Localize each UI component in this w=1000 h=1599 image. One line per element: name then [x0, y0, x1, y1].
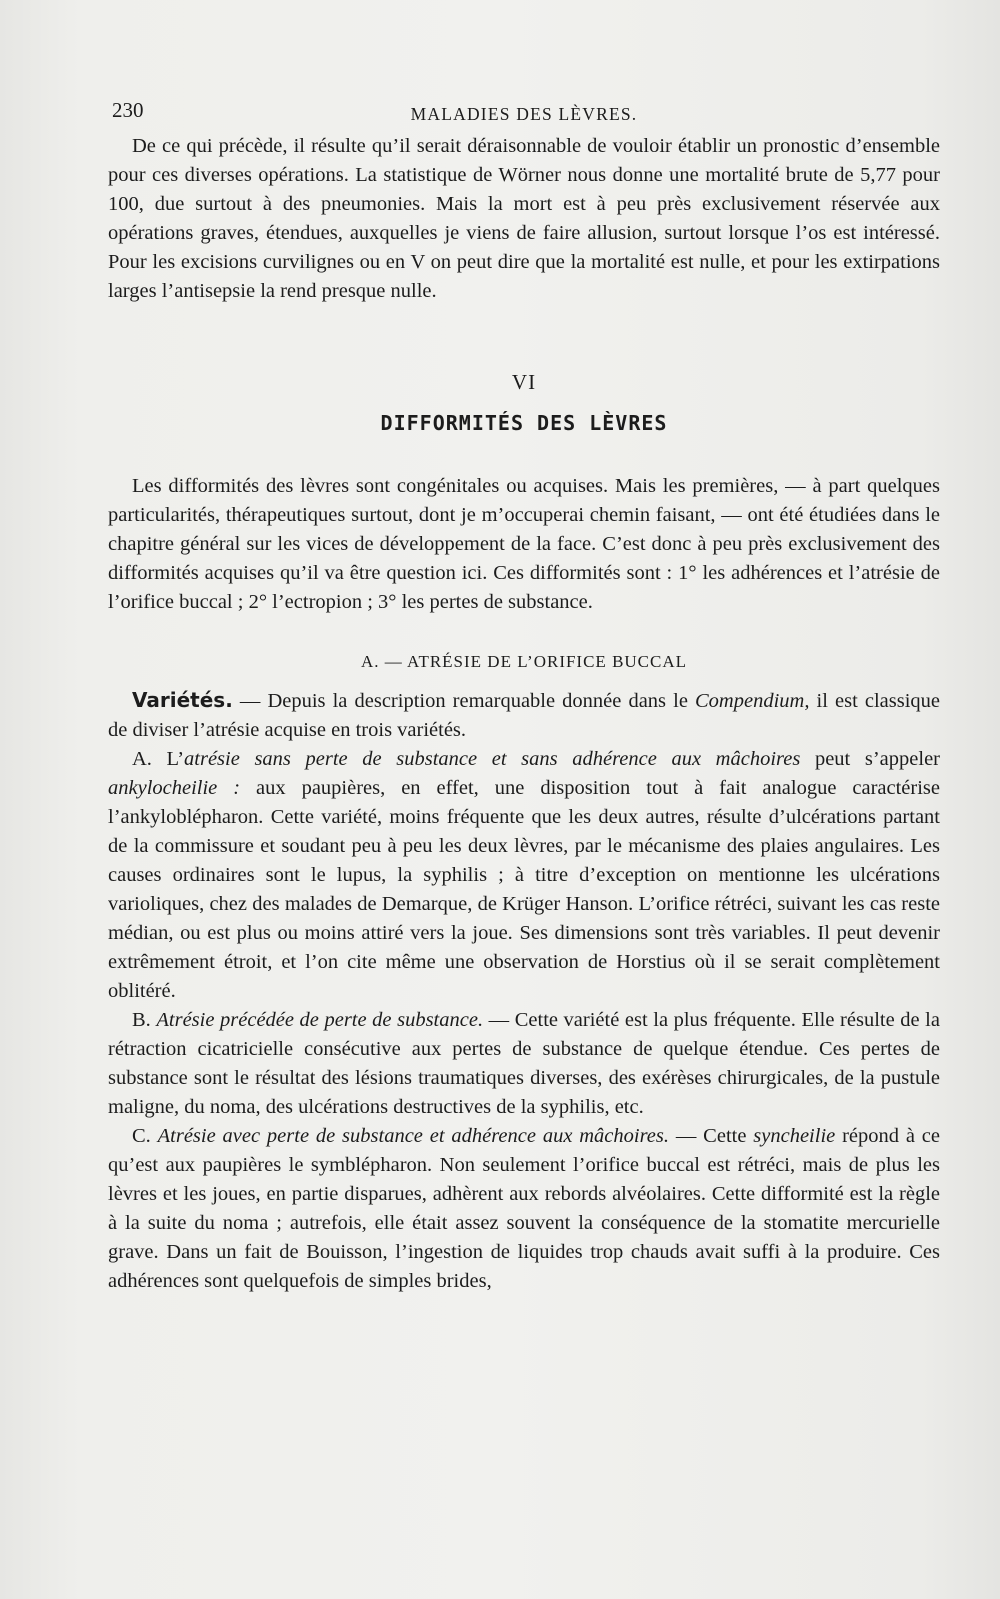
variete-a-italic-2: ankylocheilie :: [108, 777, 241, 799]
page-number: 230: [112, 98, 144, 122]
varietes-heading: Variétés.: [132, 688, 233, 712]
paragraph-variete-a: [108, 745, 940, 1006]
section-title: DIFFORMITÉS DES LÈVRES: [380, 411, 668, 435]
variete-c-letter: C.: [132, 1125, 158, 1147]
paragraph-varietes: [108, 686, 940, 745]
variete-a-text-2: aux paupières, en effet, une disposition tout à fait analogue caractérise l’ankyloblépharon. Cette variété, moins fréquente que les deux autres, résulte d’ulcérations partant de la commissure et soudant peu à peu les deux lèvres, par le mécanisme des plaies angulaires. Les causes ordinaires sont le lupus, la syphilis ; à titre d’exception on mentionne les ulcérations varioliques, chez des malades de Demarque, de Krüger Hanson. L’orifice rétréci, suivant les cas reste médian, ou est plus ou moins attiré vers la joue. Ses dimensions sont très variables. Il peut devenir extrêmement étroit, et l’on cite même une observation de Horstius où il se serait complètement oblitéré.: [108, 777, 940, 1002]
paragraph-variete-c: [108, 1122, 940, 1296]
variete-b-italic: Atrésie précédée de perte de substance.: [156, 1009, 484, 1031]
variete-c-text-2: répond à ce qu’est aux paupières le symblépharon. Non seulement l’orifice buccal est rétréci, mais de plus les lèvres et les joues, en partie disparues, adhèrent aux rebords alvéolaires. Cette difformité est la règle à la suite du noma ; autrefois, elle était assez souvent la conséquence de la stomatite mercurielle grave. Dans un fait de Bouisson, l’ingestion de liquides trop chauds avait suffi à la produire. Ces adhérences sont quelquefois de simples brides,: [108, 1125, 940, 1292]
page-header: [108, 96, 940, 128]
variete-c-italic-2: syncheilie: [753, 1125, 836, 1147]
paragraph-intro: Les difformités des lèvres sont congénitales ou acquises. Mais les premières, — à part quelques particularités, thérapeutiques surtout, dont je m’occuperai chemin faisant, — ont été étudiées dans le chapitre général sur les vices de développement de la face. C’est donc à peu près exclusivement des difformités acquises qu’il va être question ici. Ces difformités sont : 1° les adhérences et l’atrésie de l’orifice buccal ; 2° l’ectropion ; 3° les pertes de substance.: [108, 475, 940, 613]
variete-a-letter: A. L’: [132, 748, 185, 770]
running-title: MALADIES DES LÈVRES.: [410, 104, 638, 124]
section-number: VI: [511, 370, 537, 394]
variete-c-italic-1: Atrésie avec perte de substance et adhérence aux mâchoires.: [157, 1125, 670, 1147]
page-text: [108, 96, 940, 1296]
varietes-text-after: il est classique de diviser l’atrésie acquise en trois variétés.: [108, 690, 941, 741]
varietes-text-before: — Depuis la description remarquable donnée dans le: [232, 690, 695, 712]
variete-a-text-1: peut s’appeler: [800, 748, 940, 770]
variete-c-text-1: — Cette: [669, 1125, 754, 1147]
paragraph-pronostic: De ce qui précède, il résulte qu’il serait déraisonnable de vouloir établir un pronostic d’ensemble pour ces diverses opérations. La statistique de Wörner nous donne une mortalité brute de 5,77 pour 100, due surtout à des pneumonies. Mais la mort est à peu près exclusivement réservée aux opérations graves, étendues, auxquelles je viens de faire allusion, surtout lorsque l’os est intéressé. Pour les excisions curvilignes ou en V on peut dire que la mortalité est nulle, et pour les extirpations larges l’antisepsie la rend presque nulle.: [108, 135, 940, 302]
variete-a-italic-1: atrésie sans perte de substance et sans adhérence aux mâchoires: [184, 748, 801, 770]
variete-b-letter: B.: [132, 1009, 157, 1031]
paragraph-variete-b: [108, 1006, 940, 1122]
subsection-title: A. — ATRÉSIE DE L’ORIFICE BUCCAL: [360, 652, 688, 671]
variete-b-text: — Cette variété est la plus fréquente. Elle résulte de la rétraction cicatricielle consécutive aux pertes de substance de quelque étendue. Ces pertes de substance sont le résultat des lésions traumatiques diverses, des exérèses chirurgicales, de la pustule maligne, du noma, des ulcérations destructives de la syphilis, etc.: [108, 1009, 940, 1118]
varietes-italic: Compendium,: [695, 690, 810, 712]
